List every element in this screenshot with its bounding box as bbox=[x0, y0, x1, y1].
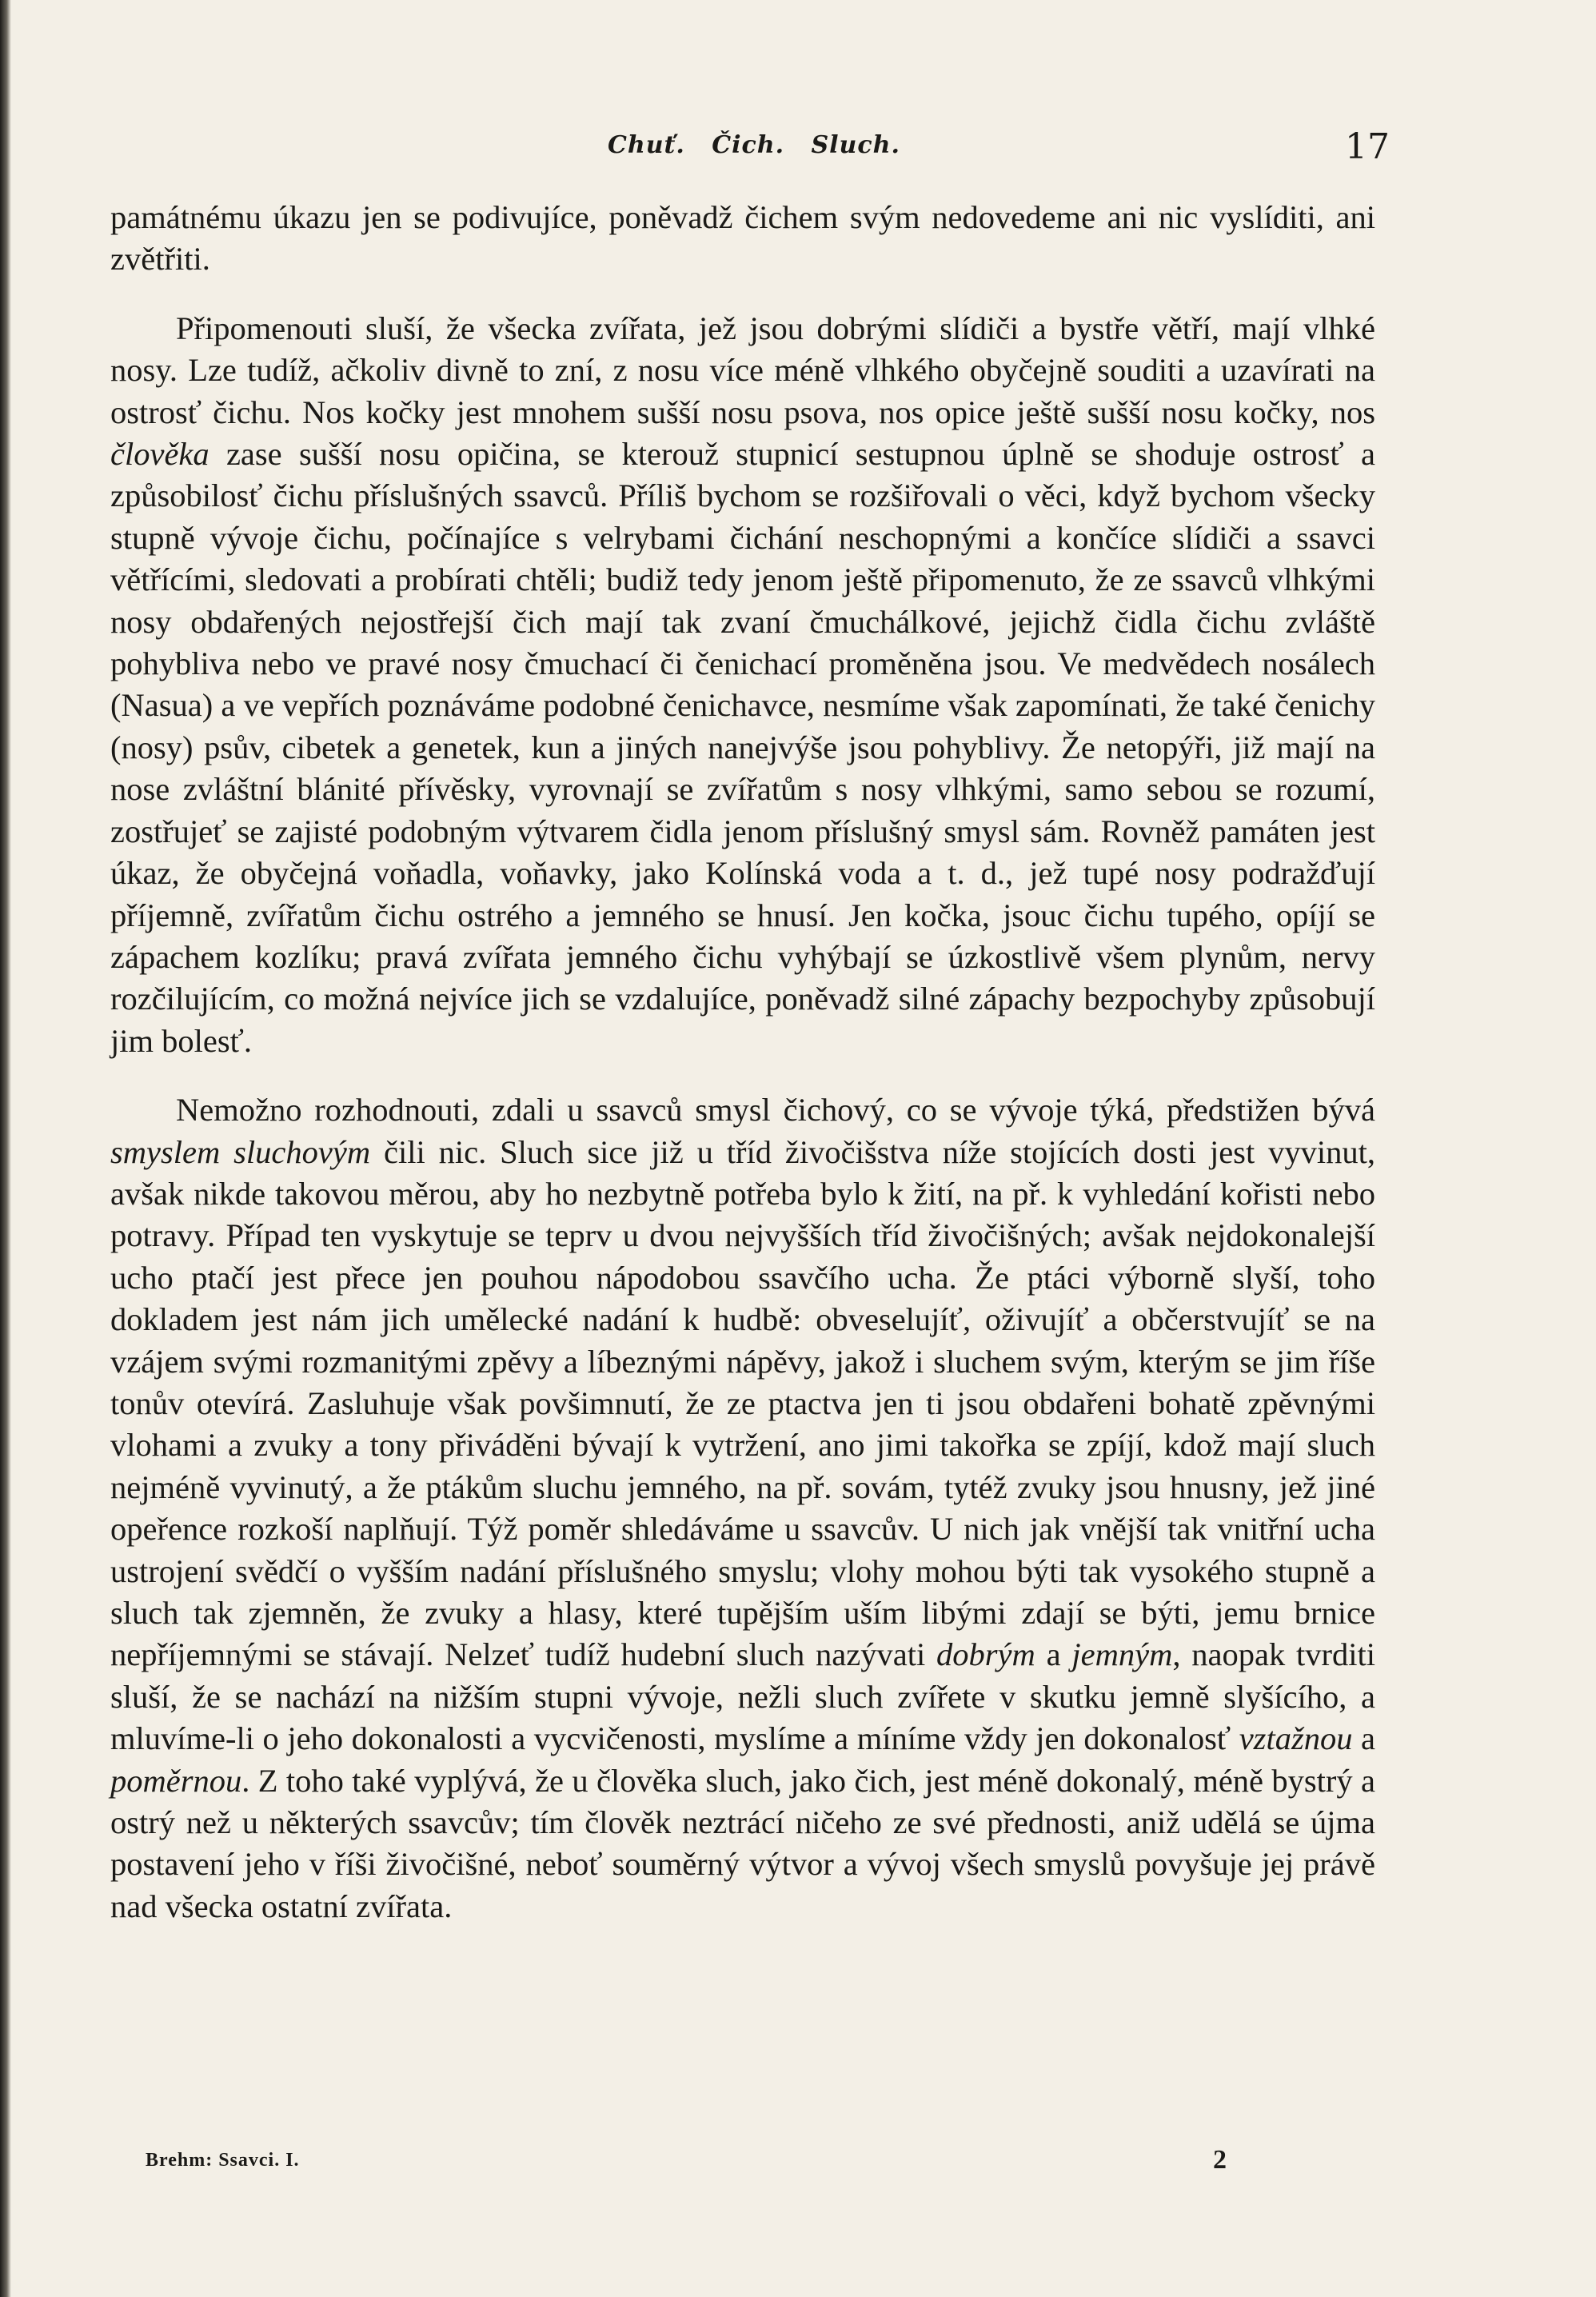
page-number: 17 bbox=[1345, 126, 1390, 167]
page-binding-edge bbox=[0, 0, 11, 2297]
emphasized-term: dobrým bbox=[936, 1636, 1035, 1673]
emphasized-term: poměrnou bbox=[110, 1762, 242, 1799]
signature-number: 2 bbox=[1213, 2145, 1227, 2175]
text-run: Nemožno rozhodnouti, zdali u ssavců smysl čichový, co se vývoje týká, předstižen bývá bbox=[176, 1092, 1375, 1129]
emphasized-term: vztažnou bbox=[1239, 1720, 1353, 1757]
page-footer bbox=[0, 2145, 1596, 2182]
printer-signature: Brehm: Ssavci. I. bbox=[146, 2150, 300, 2171]
text-run: a bbox=[1352, 1720, 1375, 1757]
paragraph-1 bbox=[110, 197, 1375, 281]
text-run: . Z toho také vyplývá, že u člověka sluch, jako čich, jest méně dokonalý, méně bystrý a ostrý než u některých ssavcův; tím člověk neztrácí ničeho ze své přednosti, aniž udělá se újma postavení jeho v říši živočišné, neboť souměrný výtvor a vývoj všech smyslů povyšuje jej právě nad všecka ostatní zvířata. bbox=[110, 1762, 1375, 1924]
body-text bbox=[110, 197, 1375, 1927]
running-title: Chuť. Čich. Sluch. bbox=[608, 131, 900, 159]
emphasized-term: smyslem sluchovým bbox=[110, 1133, 371, 1170]
text-run: Připomenouti sluší, že všecka zvířata, jež jsou dobrými slídiči a bystře větří, mají vlhké nosy. Lze tudíž, ačkoliv divně to zní, z nosu více méně vlhkého obyčejně souditi a uzavírati na ostrosť čichu. Nos kočky jest mnohem sušší nosu psova, nos opice ještě sušší nosu kočky, nos bbox=[110, 310, 1375, 430]
text-run: a bbox=[1035, 1636, 1072, 1673]
paragraph-2 bbox=[110, 308, 1375, 1062]
text-run: , naopak tvrditi sluší, že se nachází na nižším stupni vývoje, nežli sluch zvířete v skutku jemně slyšícího, a mluvíme-li o jeho dokonalosti a vycvičenosti, myslíme a míníme vždy jen dokonalosť bbox=[110, 1636, 1375, 1757]
running-head bbox=[0, 126, 1596, 166]
text-run: zase sušší nosu opičina, se kterouž stupnicí sestupnou úplně se shoduje ostrosť a způsobilosť čichu příslušných ssavců. Příliš bychom se rozšiřovali o věci, když bychom všecky stupně vývoje čichu, počínajíce s velrybami čichání neschopnými a končíce slídiči a ssavci větřícími, sledovati a probírati chtěli; budiž tedy jenom ještě připomenuto, že ze ssavců vlhkými nosy obdařených nejostřejší čich mají tak zvaní čmuchálkové, jejichž čidla čichu zvláště pohybliva nebo ve pravé nosy čmuchací či čenichací proměněna jsou. Ve medvědech nosálech (Nasua) a ve vepřích poznáváme podobné čenichavce, nesmíme však zapomínati, že také čenichy (nosy) psův, cibetek a genetek, kun a jiných nanejvýše jsou pohyblivy. Že netopýři, již mají na nose zvláštní blánité přívěsky, vyrovnají se zvířatům s nosy vlhkými, samo sebou se rozumí, zostřujeť se zajisté podobným výtvarem čidla jenom příslušný smysl sám. Rovněž památen jest úkaz, že obyčejná voňadla, voňavky, jako Kolínská voda a t. d., jež tupé nosy podražďují příjemně, zvířatům čichu ostrého a jemného se hnusí. Jen kočka, jsouc čichu tupého, opíjí se zápachem kozlíku; pravá zvířata jemného čichu vyhýbají se úzkostlivě všem plynům, nervy rozčilujícím, co možná nejvíce jich se vzdalujíce, poněvadž silné zápachy bezpochyby způsobují jim bolesť. bbox=[110, 436, 1375, 1059]
paragraph-3 bbox=[110, 1089, 1375, 1927]
text-run: památnému úkazu jen se podivujíce, poněvadž čichem svým nedovedeme ani nic vyslíditi, ani zvětřiti. bbox=[110, 199, 1375, 278]
text-run: čili nic. Sluch sice již u tříd živočišstva níže stojících dosti jest vyvinut, avšak nikde takovou měrou, aby ho nezbytně potřeba bylo k žití, na př. k vyhledání kořisti nebo potravy. Případ ten vyskytuje se teprv u dvou nejvyšších tříd živočišných; avšak nejdokonalejší ucho ptačí jest přece jen pouhou nápodobou ssavčího ucha. Že ptáci výborně slyší, toho dokladem jest nám jich umělecké nadání k hudbě: obveselujíť, oživujíť a občerstvujíť se na vzájem svými rozmanitými zpěvy a líbeznými nápěvy, jakož i sluchem svým, kterým se jim říše tonův otevírá. Zasluhuje však povšimnutí, že ze ptactva jen ti jsou obdařeni bohatě zpěvnými vlohami a zvuky a tony přiváděni bývají k vytržení, ano jimi takořka se zpíjí, kdož mají sluch nejméně vyvinutý, a že ptákům sluchu jemného, na př. sovám, tytéž zvuky jsou hnusny, jež jiné opeřence rozkoší naplňují. Týž poměr shledáváme u ssavcův. U nich jak vnější tak vnitřní ucha ustrojení svědčí o vyšším nadání příslušného smyslu; vlohy mohou býti tak vysokého stupně a sluch tak zjemněn, že zvuky a hlasy, které tupějším uším libými zdají se býti, jemu brnice nepříjemnými se stávají. Nelzeť tudíž hudební sluch nazývati bbox=[110, 1133, 1375, 1673]
emphasized-term: jemným bbox=[1071, 1636, 1173, 1673]
emphasized-term: člověka bbox=[110, 436, 209, 473]
